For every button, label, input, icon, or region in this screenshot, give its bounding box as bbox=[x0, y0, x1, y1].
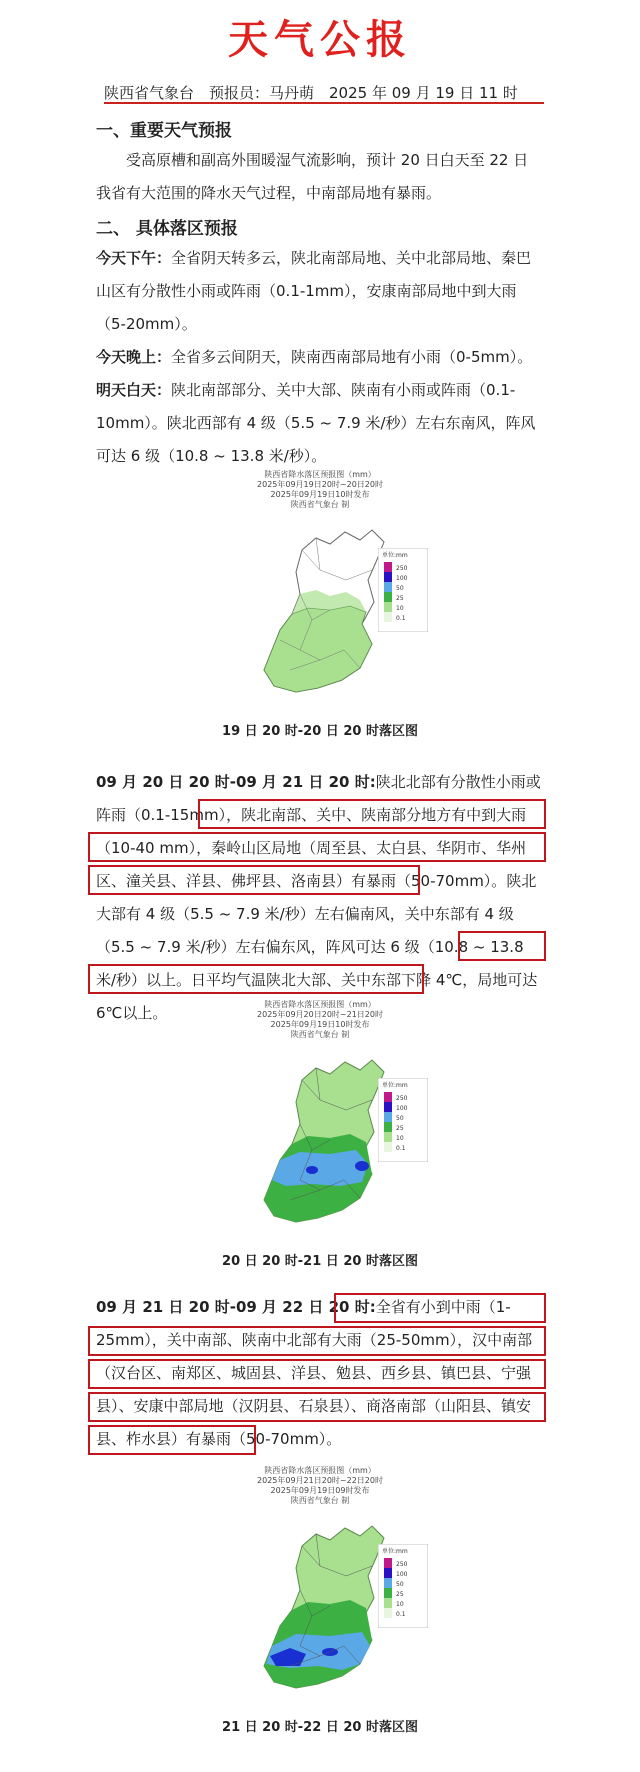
map1-header bbox=[0, 470, 640, 510]
map3-graphic bbox=[0, 1506, 640, 1706]
today-afternoon-paragraph bbox=[96, 242, 542, 341]
highlight-box-3 bbox=[88, 865, 420, 895]
period3-text: 全省有小到中雨（1-25mm），关中南部、陕南中北部有大雨（25-50mm），汉中南部（汉台区、南郑区、城固县、洋县、勉县、西乡县、镇巴县、宁强县）、安康中部局地（汉阴县、石泉县）、商洛南部（山阳县、镇安县、柞水县）有暴雨（50-70mm）。 bbox=[96, 1298, 533, 1448]
tomorrow-paragraph bbox=[96, 374, 542, 473]
tonight-paragraph bbox=[96, 341, 542, 374]
bulletin-title: 天气公报 bbox=[228, 16, 412, 63]
map1-period: 2025年09月19日20时~20日20时 bbox=[257, 480, 383, 489]
map2-rainstorm-east bbox=[355, 1161, 369, 1171]
today-afternoon-text: 全省阴天转多云，陕北南部局地、关中北部局地、秦巴山区有分散性小雨或阵雨（0.1-1mm），安康南部局地中到大雨（5-20mm）。 bbox=[96, 249, 532, 333]
map1-legend-50: 50 bbox=[396, 585, 404, 592]
section1-text: 受高原槽和副高外围暖湿气流影响，预计 20 日白天至 22 日我省有大范围的降水天气过程，中南部局地有暴雨。 bbox=[96, 151, 529, 202]
map3-period: 2025年09月21日20时~22日20时 bbox=[257, 1476, 383, 1485]
map2-caption: 20 日 20 时-21 日 20 时落区图 bbox=[222, 1254, 418, 1269]
map1-caption: 19 日 20 时-20 日 20 时落区图 bbox=[222, 724, 418, 739]
title-divider bbox=[104, 102, 544, 104]
map2-legend-50: 50 bbox=[396, 1115, 404, 1122]
map3-legend-0-1: 0.1 bbox=[396, 1611, 406, 1618]
map2-legend-250: 250 bbox=[396, 1095, 408, 1102]
map3-legend bbox=[378, 1544, 428, 1628]
map3-producer: 陕西省气象台 制 bbox=[290, 1496, 350, 1505]
highlight-box-5 bbox=[88, 964, 424, 994]
highlight-box-1 bbox=[198, 799, 546, 829]
highlight-box-10 bbox=[88, 1425, 256, 1455]
map1-legend bbox=[378, 548, 428, 632]
map2-legend-unit: 单位:mm bbox=[382, 1082, 408, 1089]
forecast-map-2 bbox=[0, 1000, 640, 1269]
tonight-text: 全省多云间阴天，陕南西南部局地有小雨（0-5mm）。 bbox=[171, 348, 533, 366]
map1-rain-area bbox=[264, 606, 372, 692]
map1-legend-25: 25 bbox=[396, 595, 404, 602]
map2-rainstorm-west bbox=[306, 1166, 318, 1174]
map1-legend-unit: 单位:mm bbox=[382, 552, 408, 559]
map1-legend-10: 10 bbox=[396, 605, 404, 612]
map3-legend-50: 50 bbox=[396, 1581, 404, 1588]
map2-graphic bbox=[0, 1040, 640, 1240]
map1-legend-0-1: 0.1 bbox=[396, 615, 406, 622]
map3-legend-100: 100 bbox=[396, 1571, 408, 1578]
map3-legend-10: 10 bbox=[396, 1601, 404, 1608]
map2-legend-0-1: 0.1 bbox=[396, 1145, 406, 1152]
tomorrow-text: 陕北南部部分、关中大部、陕南有小雨或阵雨（0.1-10mm）。陕北西部有 4 级（5.5 ~ 7.9 米/秒）左右东南风，阵风可达 6 级（10.8 ~ 13.8 米/秒）。 bbox=[96, 381, 536, 465]
tomorrow-label: 明天白天： bbox=[96, 381, 172, 399]
map3-caption: 21 日 20 时-22 日 20 时落区图 bbox=[222, 1720, 418, 1735]
section2-heading: 二、 具体落区预报 bbox=[96, 219, 238, 239]
tonight-label: 今天晚上： bbox=[96, 348, 172, 366]
byline: 陕西省气象台 预报员：马丹萌 2025 年 09 月 19 日 11 时 bbox=[104, 84, 518, 102]
map2-period: 2025年09月20日20时~21日20时 bbox=[257, 1010, 383, 1019]
map2-title: 陕西省降水落区预报图（mm） bbox=[264, 1000, 376, 1009]
map3-legend-unit: 单位:mm bbox=[382, 1548, 408, 1555]
period2-label: 09 月 20 日 20 时-09 月 21 日 20 时: bbox=[96, 773, 376, 791]
forecast-map-1 bbox=[0, 470, 640, 739]
map1-legend-100: 100 bbox=[396, 575, 408, 582]
map1-title: 陕西省降水落区预报图（mm） bbox=[264, 470, 376, 479]
map2-producer: 陕西省气象台 制 bbox=[290, 1030, 350, 1039]
highlight-box-4 bbox=[458, 931, 546, 961]
map1-graphic bbox=[0, 510, 640, 710]
period2-text: 陕北北部有分散性小雨或阵雨（0.1-15mm），陕北南部、关中、陕南部分地方有中到大雨（10-40 mm），秦岭山区局地（周至县、太白县、华阴市、华州区、潼关县、洋县、佛坪县、洛南县）有暴雨（50-70mm）。陕北大部有 4 级（5.5 ~ 7.9 米/秒）左右偏南风，关中东部有 4 级（5.5 ~ 7.9 米/秒）左右偏东风，阵风可达 6 级（10.8 ~ 13.8 米/秒）以上。日平均气温陕北大部、关中东部下降 4℃，局地可达 6℃以上。 bbox=[96, 773, 541, 1022]
map2-header bbox=[0, 1000, 640, 1040]
map3-legend-25: 25 bbox=[396, 1591, 404, 1598]
map2-legend-10: 10 bbox=[396, 1135, 404, 1142]
highlight-box-8 bbox=[88, 1359, 546, 1389]
map2-issued: 2025年09月19日10时发布 bbox=[270, 1020, 370, 1029]
map1-legend-250: 250 bbox=[396, 565, 408, 572]
highlight-box-7 bbox=[88, 1326, 546, 1356]
section1-heading: 一、重要天气预报 bbox=[96, 121, 232, 141]
map2-legend bbox=[378, 1078, 428, 1162]
map3-title: 陕西省降水落区预报图（mm） bbox=[264, 1466, 376, 1475]
highlight-box-2 bbox=[88, 832, 546, 862]
today-afternoon-label: 今天下午： bbox=[96, 249, 172, 267]
forecast-map-3 bbox=[0, 1466, 640, 1735]
map1-producer: 陕西省气象台 制 bbox=[290, 500, 350, 509]
highlight-box-9 bbox=[88, 1392, 546, 1422]
period3-label: 09 月 21 日 20 时-09 月 22 日 20 时: bbox=[96, 1298, 376, 1316]
map1-issued: 2025年09月19日10时发布 bbox=[270, 490, 370, 499]
map3-header bbox=[0, 1466, 640, 1506]
map3-legend-250: 250 bbox=[396, 1561, 408, 1568]
map3-issued: 2025年09月19日09时发布 bbox=[270, 1486, 370, 1495]
highlight-box-6 bbox=[334, 1293, 546, 1323]
map2-legend-25: 25 bbox=[396, 1125, 404, 1132]
map2-legend-100: 100 bbox=[396, 1105, 408, 1112]
